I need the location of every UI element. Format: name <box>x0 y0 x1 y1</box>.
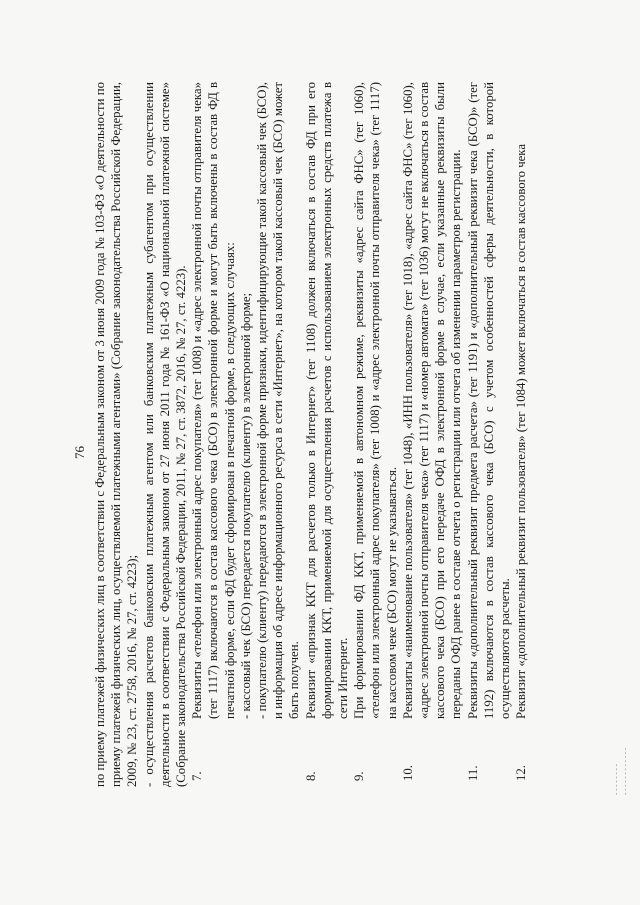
list-item <box>189 82 302 787</box>
item-text <box>465 82 514 719</box>
item-paragraph: - кассовый чек (БСО) передается покупателю (клиенту) в электронной форме; <box>238 292 253 719</box>
item-paragraph: Реквизиты «дополнительный реквизит предмета расчета» (тег 1191) и «дополнительный реквизит чека (БСО)» (тег 1192) включаются в состав кассового чека (БСО) с учетом особенностей сферы деятельности, в которой осуществляются расчеты. <box>465 82 513 719</box>
item-text <box>351 82 400 719</box>
item-number: 9. <box>352 771 367 781</box>
list-item <box>513 82 529 787</box>
list-item <box>400 82 465 787</box>
item-text <box>303 82 352 719</box>
continuation-paragraph: по приему платежей физических лиц в соответствии с Федеральным законом от 3 июня 2009 года № 103-ФЗ «О деятельности по приему платежей физических лиц, осуществляемой платежными агентами» (Собрание законодательства Российской Федерации, 2009, № 23, ст. 2758, 2016, № 27, ст. 4223); <box>93 82 140 787</box>
item-paragraph: Реквизит «дополнительный реквизит пользователя» (тег 1084) может включаться в состав кассового чека <box>514 143 529 719</box>
item-paragraph: - покупателю (клиенту) передаются в электронной форме признаки, идентифицирующие такой кассовый чек (БСО), и информация об адресе информационного ресурса в сети «Интернет», на котором такой кассовый чек (БСО) может быть получен. <box>255 82 302 719</box>
side-stamp-mark: - - - - - - - - - - - - - - - - - - - - <box>612 747 629 795</box>
item-number: 7. <box>190 771 205 781</box>
item-number: 8. <box>303 771 318 781</box>
item-text <box>400 82 465 719</box>
continuation-paragraph: - осуществления расчетов банковским платежным агентом или банковским платежным субагентом при осуществлении деятельности в соответствии с Федеральным законом от 27 июня 2011 года № 161-ФЗ «О национальной платежной системе» (Собрание законодательства Российской Федерации, 2011, № 27, ст. 3872, 2016, № 27, ст. 4223). <box>141 82 189 787</box>
item-number: 12. <box>514 765 529 781</box>
item-number: 11. <box>465 765 480 781</box>
list-item <box>465 82 514 787</box>
list-item <box>303 82 352 787</box>
item-paragraph: Реквизиты «телефон или электронный адрес покупателя» (тег 1008) и «адрес электронной почты отправителя чека» (тег 1117) включаются в состав кассового чека (БСО) в электронной форме и могут быть включены в состав ФД в печатной форме, если ФД будет сформирован в печатной форме, в следующих случаях: <box>190 82 237 719</box>
numbered-items <box>189 82 529 787</box>
item-paragraph: Реквизиты «наименование пользователя» (тег 1048), «ИНН пользователя» (тег 1018), «адрес сайта ФНС» (тег 1060), «адрес электронной почты отправителя чека» (тег 1117) и «номер автомата» (тег 1036) могут не включаться в состав кассового чека (БСО) при его передаче ОФД в электронной форме в случае, если указанные реквизиты были переданы ОФД ранее в составе отчета о регистрации или отчета об изменении параметров регистрации. <box>400 82 464 719</box>
item-paragraph: Реквизит «признак ККТ для расчетов только в Интернет» (тег 1108) должен включаться в состав ФД при его формировании ККТ, применяемой для осуществления расчетов с использованием электронных средств платежа в сети Интернет. <box>303 82 351 719</box>
item-text <box>189 82 302 719</box>
continuation-text <box>92 82 189 787</box>
item-paragraph: При формировании ФД ККТ, применяемой в автономном режиме, реквизиты «адрес сайта ФНС» (тег 1060), «телефон или электронный адрес покупателя» (тег 1008) и «адрес электронной почты отправителя чека» (тег 1117) на кассовом чеке (БСО) могут не указываться. <box>352 82 399 719</box>
document-body <box>92 82 529 787</box>
item-text <box>513 82 529 719</box>
list-item <box>351 82 400 787</box>
item-number: 10. <box>400 765 415 781</box>
page-number: 76 <box>72 446 87 459</box>
